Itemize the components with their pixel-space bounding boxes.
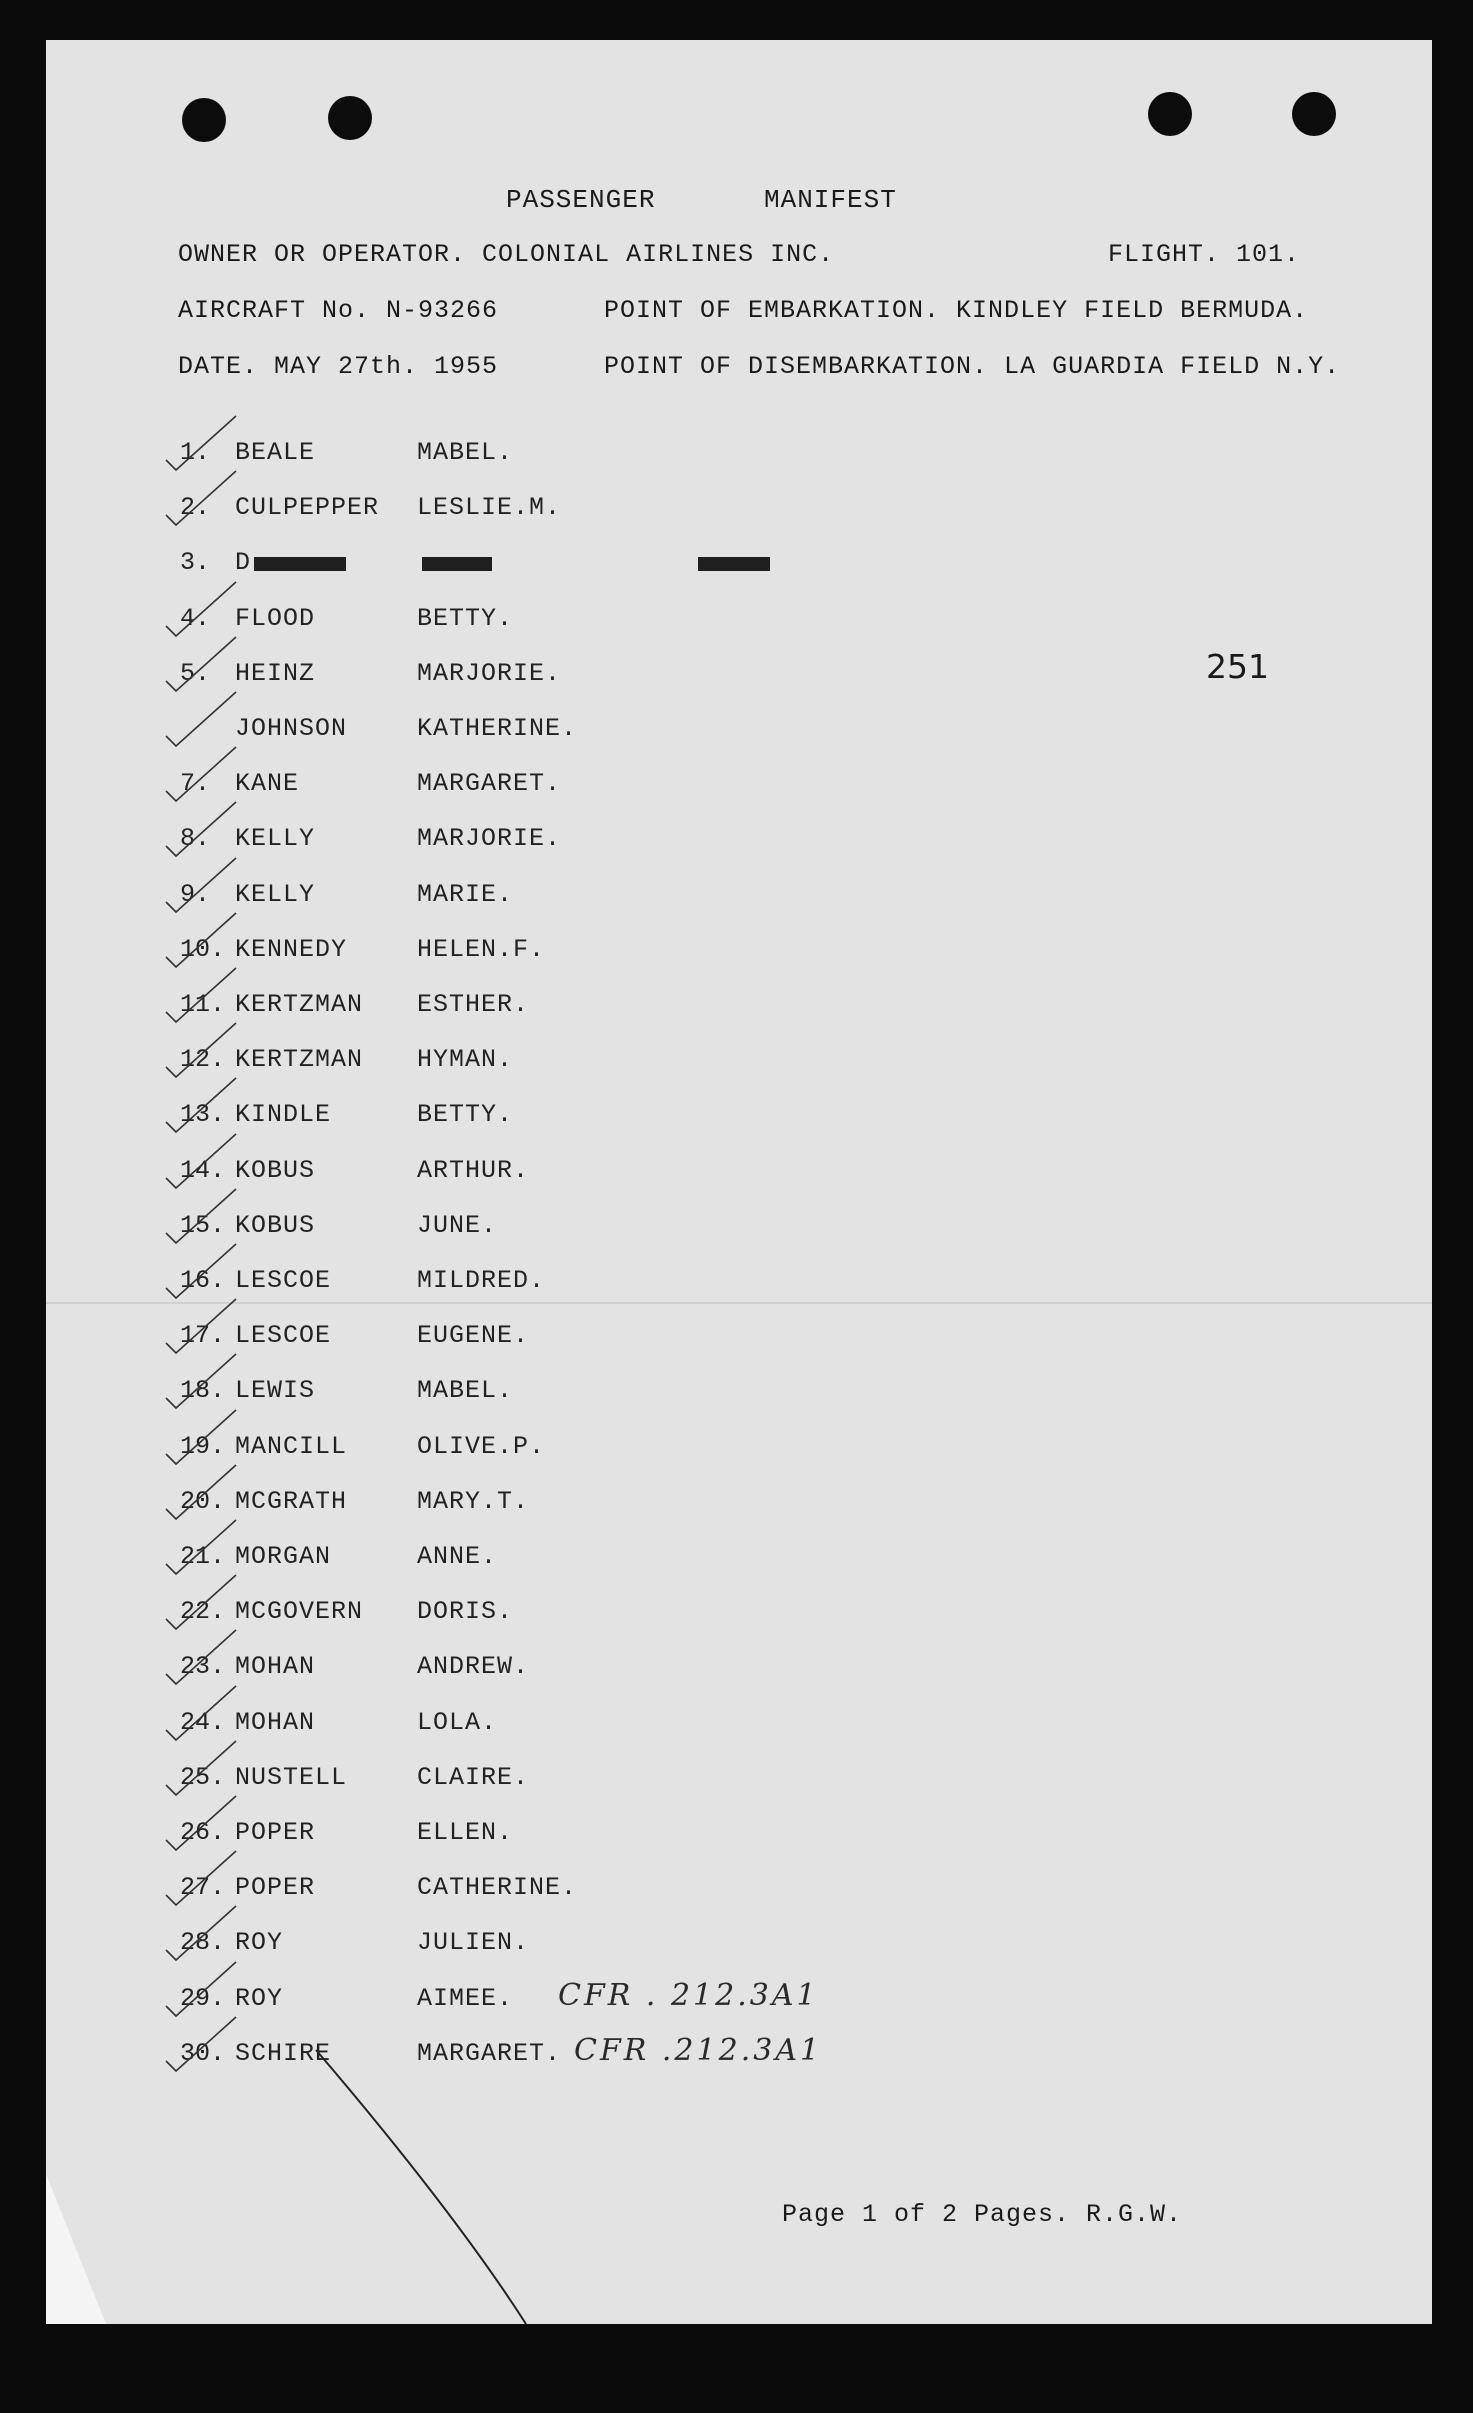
passenger-surname: HEINZ — [235, 658, 316, 688]
passenger-surname: KOBUS — [235, 1155, 316, 1185]
passenger-surname: LESCOE — [235, 1321, 332, 1351]
passenger-given-name: MARGARET. — [417, 2038, 562, 2068]
passenger-surname: MOHAN — [235, 1707, 316, 1737]
passenger-number: 22. — [180, 1597, 226, 1627]
passenger-row — [46, 493, 1432, 533]
passenger-row — [46, 990, 1432, 1030]
passenger-row — [46, 1763, 1432, 1803]
passenger-surname: LESCOE — [235, 1266, 332, 1295]
passenger-surname: POPER — [235, 1873, 316, 1903]
redaction-bar — [422, 557, 492, 571]
passenger-number: 5. — [180, 658, 211, 688]
passenger-given-name: MARJORIE. — [417, 658, 562, 688]
manifest-page — [46, 40, 1432, 2324]
passenger-given-name: MABEL. — [417, 1376, 514, 1406]
passenger-given-name: MARGARET. — [417, 769, 562, 799]
passenger-given-name: ANNE. — [417, 1542, 498, 1571]
passenger-given-name: MABEL. — [417, 438, 514, 467]
passenger-surname: KELLY — [235, 824, 316, 854]
passenger-given-name: LOLA. — [417, 1707, 498, 1737]
passenger-row — [46, 935, 1432, 975]
passenger-surname: MCGOVERN — [235, 1597, 364, 1627]
passenger-row — [46, 1321, 1432, 1361]
passenger-row — [46, 1156, 1432, 1196]
punch-hole — [182, 98, 226, 142]
passenger-row — [46, 1873, 1432, 1913]
passenger-number: 13. — [180, 1100, 226, 1130]
passenger-row — [46, 714, 1432, 754]
passenger-number: 19. — [180, 1431, 226, 1461]
passenger-number: 12. — [180, 1045, 226, 1075]
passenger-row — [46, 1977, 1432, 2024]
passenger-number: 1. — [180, 438, 211, 467]
redaction-bar — [254, 557, 346, 571]
passenger-given-name: KATHERINE. — [417, 714, 578, 743]
handwritten-note: CFR .212.3A1 — [574, 2032, 823, 2068]
passenger-row — [46, 548, 1432, 588]
flight-number: FLIGHT. 101. — [1108, 240, 1301, 269]
passenger-row — [46, 1597, 1432, 1637]
passenger-row — [46, 1818, 1432, 1858]
passenger-given-name: DORIS. — [417, 1597, 514, 1627]
passenger-number: 7. — [180, 769, 211, 799]
passenger-surname: BEALE — [235, 438, 316, 467]
passenger-given-name: BETTY. — [417, 1100, 514, 1130]
passenger-number: 29. — [180, 1983, 226, 2013]
passenger-row — [46, 1542, 1432, 1582]
passenger-surname: ROY — [235, 1983, 284, 2013]
redaction-bar — [698, 557, 770, 571]
passenger-given-name: EUGENE. — [417, 1321, 530, 1351]
passenger-number: 28. — [180, 1928, 226, 1958]
passenger-given-name: AIMEE. — [417, 1983, 514, 2013]
passenger-number: 24. — [180, 1707, 226, 1737]
passenger-given-name: ELLEN. — [417, 1818, 514, 1847]
passenger-row — [46, 1100, 1432, 1140]
passenger-surname: D — [235, 548, 252, 578]
passenger-number: 10. — [180, 934, 226, 964]
passenger-given-name: ANDREW. — [417, 1652, 530, 1682]
passenger-surname: MCGRATH — [235, 1486, 348, 1516]
passenger-number: 11. — [180, 990, 226, 1019]
passenger-surname: ROY — [235, 1928, 284, 1958]
title-manifest: MANIFEST — [764, 185, 897, 215]
passenger-given-name: HELEN.F. — [417, 934, 546, 964]
passenger-surname: JOHNSON — [235, 714, 348, 743]
punch-hole — [1148, 92, 1192, 136]
passenger-surname: NUSTELL — [235, 1762, 348, 1792]
passenger-row — [46, 769, 1432, 809]
passenger-row — [46, 2032, 1432, 2079]
passenger-given-name: MILDRED. — [417, 1266, 546, 1295]
passenger-given-name: OLIVE.P. — [417, 1431, 546, 1461]
passenger-surname: KANE — [235, 769, 300, 799]
passenger-number: 8. — [180, 824, 211, 854]
passenger-surname: KINDLE — [235, 1100, 332, 1130]
passenger-given-name: ESTHER. — [417, 990, 530, 1019]
passenger-surname: LEWIS — [235, 1376, 316, 1406]
passenger-given-name: MARY.T. — [417, 1486, 530, 1516]
passenger-surname: SCHIRE — [235, 2038, 332, 2068]
passenger-row — [46, 438, 1432, 478]
passenger-number: 15. — [180, 1210, 226, 1240]
passenger-row — [46, 1928, 1432, 1968]
passenger-number: 18. — [180, 1376, 226, 1406]
passenger-given-name: HYMAN. — [417, 1045, 514, 1075]
passenger-number: 4. — [180, 603, 211, 633]
passenger-number: 23. — [180, 1652, 226, 1682]
stamp-number: 251 — [1206, 647, 1269, 686]
passenger-number: 21. — [180, 1542, 226, 1571]
passenger-surname: MORGAN — [235, 1542, 332, 1571]
passenger-row — [46, 659, 1432, 699]
passenger-number: 20. — [180, 1486, 226, 1516]
passenger-surname: KOBUS — [235, 1210, 316, 1240]
punch-hole — [1292, 92, 1336, 136]
passenger-surname: MANCILL — [235, 1431, 348, 1461]
passenger-surname: KERTZMAN — [235, 1045, 364, 1075]
passenger-number: 3. — [180, 548, 211, 578]
point-of-embarkation: POINT OF EMBARKATION. KINDLEY FIELD BERMUDA. — [604, 296, 1309, 325]
passenger-surname: KENNEDY — [235, 934, 348, 964]
handwritten-note: CFR . 212.3A1 — [558, 1977, 819, 2013]
passenger-given-name: MARIE. — [417, 879, 514, 909]
passenger-row — [46, 1045, 1432, 1085]
passenger-given-name: CLAIRE. — [417, 1762, 530, 1792]
passenger-given-name: JULIEN. — [417, 1928, 530, 1958]
passenger-number: 17. — [180, 1321, 226, 1351]
passenger-number: 26. — [180, 1818, 226, 1847]
passenger-number: 9. — [180, 879, 211, 909]
passenger-given-name: LESLIE.M. — [417, 493, 562, 523]
title-passenger: PASSENGER — [506, 185, 656, 215]
passenger-surname: POPER — [235, 1818, 316, 1847]
passenger-row — [46, 1487, 1432, 1527]
passenger-number: 16. — [180, 1266, 226, 1295]
owner-operator: OWNER OR OPERATOR. COLONIAL AIRLINES INC. — [178, 240, 835, 269]
passenger-number: 30. — [180, 2038, 226, 2068]
passenger-row — [46, 604, 1432, 644]
passenger-given-name: JUNE. — [417, 1210, 498, 1240]
passenger-surname: FLOOD — [235, 603, 316, 633]
page-footer: Page 1 of 2 Pages. R.G.W. — [782, 2200, 1183, 2229]
point-of-disembarkation: POINT OF DISEMBARKATION. LA GUARDIA FIELD N.Y. — [604, 352, 1341, 381]
passenger-number: 2. — [180, 493, 211, 523]
passenger-given-name: MARJORIE. — [417, 824, 562, 854]
passenger-surname: CULPEPPER — [235, 493, 380, 523]
passenger-number: 27. — [180, 1873, 226, 1903]
passenger-given-name: ARTHUR. — [417, 1155, 530, 1185]
passenger-surname: KELLY — [235, 879, 316, 909]
passenger-row — [46, 1652, 1432, 1692]
passenger-row — [46, 1266, 1432, 1306]
passenger-row — [46, 1211, 1432, 1251]
passenger-row — [46, 1432, 1432, 1472]
passenger-row — [46, 1376, 1432, 1416]
passenger-surname: MOHAN — [235, 1652, 316, 1682]
punch-hole — [328, 96, 372, 140]
passenger-surname: KERTZMAN — [235, 990, 364, 1019]
passenger-given-name: BETTY. — [417, 603, 514, 633]
passenger-number: 14. — [180, 1155, 226, 1185]
flight-date: DATE. MAY 27th. 1955 — [178, 352, 499, 381]
passenger-row — [46, 1708, 1432, 1748]
passenger-given-name: CATHERINE. — [417, 1873, 578, 1903]
passenger-number: 25. — [180, 1762, 226, 1792]
passenger-row — [46, 824, 1432, 864]
torn-corner — [46, 2174, 106, 2324]
check-mark — [164, 688, 242, 760]
aircraft-number: AIRCRAFT No. N-93266 — [178, 296, 499, 325]
passenger-row — [46, 880, 1432, 920]
